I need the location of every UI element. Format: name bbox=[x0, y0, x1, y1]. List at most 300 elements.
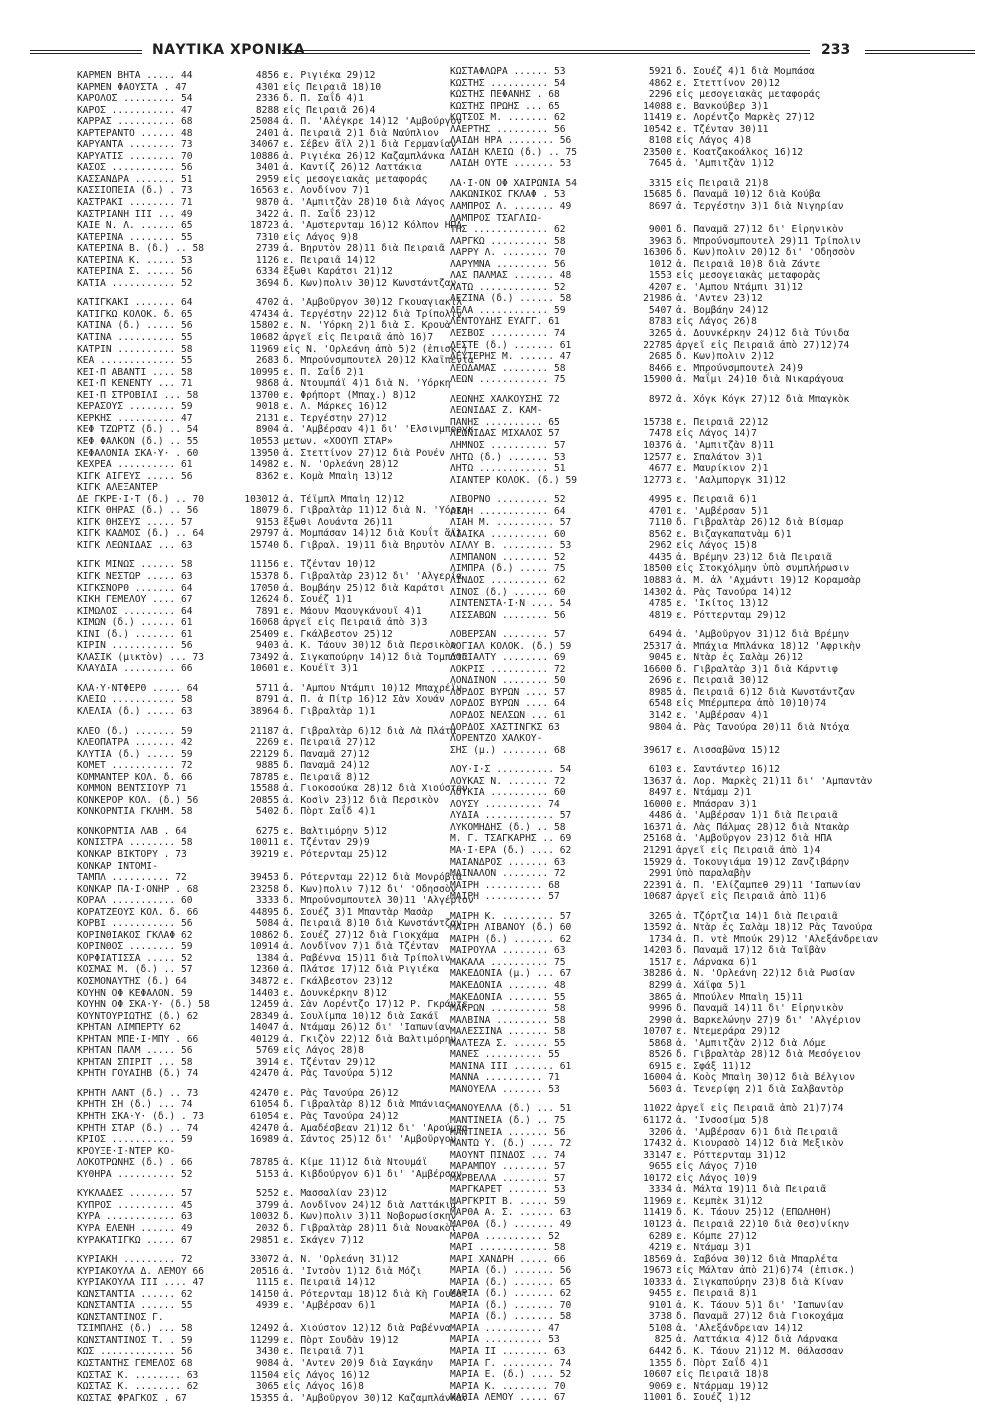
ship-tonnage: 34067 bbox=[250, 139, 279, 151]
ship-tonnage: 5711 bbox=[255, 682, 279, 694]
ship-name: ΜΑΝΤΙΝΕΙΑ ....... 56 bbox=[450, 1126, 566, 1138]
ship-tonnage: 34872 bbox=[250, 976, 279, 988]
ship-name: ΛΑΙΔΗ ΚΛΕΙΩ (δ.) .. 75 bbox=[450, 146, 578, 158]
ship-name: ΚΟΝΙΣΤΡΑ ........ 58 bbox=[77, 837, 193, 849]
ship-position: ἀ. Χόγκ Κόγκ 27)12 διὰ Μπαγκὸκ bbox=[676, 393, 850, 405]
ship-position: ε. Πειραιᾶ 14)12 bbox=[283, 254, 376, 266]
ship-entry bbox=[450, 787, 895, 799]
ship-position: ε. Πειραιᾶ 14)12 bbox=[283, 1277, 376, 1289]
ship-name: ΚΟΡΑΤΖΕΟΥΣ ΚΟΛ. δ. 66 bbox=[77, 906, 199, 918]
ship-position: ε. Πειραιᾶ 22)12 bbox=[676, 416, 769, 428]
ship-name: ΜΑΙΝΑΛΟΝ ........ 72 bbox=[450, 868, 566, 880]
ship-name: ΚΛΕΟΠΑΤΡΑ ....... 42 bbox=[77, 737, 193, 749]
ship-position: ἀργεῖ εἰς Πειραιᾶ ἀπὸ 11)6 bbox=[676, 891, 827, 903]
ship-tonnage: 16371 bbox=[643, 821, 672, 833]
ship-name: ΜΑΙΡΗ .......... 57 bbox=[450, 891, 560, 903]
ship-tonnage: 3799 bbox=[255, 1199, 279, 1211]
ship-tonnage: 6548 bbox=[648, 698, 672, 710]
ship-name: ΚΩΝΣΤΑΝΤΙΝΟΣ Γ. bbox=[77, 1311, 164, 1323]
ship-position: ἀ. Πειραιᾶ 10)8 διὰ Ζάντε bbox=[676, 258, 821, 270]
ship-name: ΚΙΓΚ ΝΕΣΤΩΡ ..... 63 bbox=[77, 570, 193, 582]
ship-entry bbox=[450, 1115, 895, 1127]
ship-position: ἀ. 'Αντεν 23)12 bbox=[676, 293, 763, 305]
ship-entry bbox=[450, 1277, 895, 1289]
ship-name: ΚΑΤΕΡΙΝΑ Σ. ..... 56 bbox=[77, 266, 193, 278]
ship-entry bbox=[450, 1072, 895, 1084]
ship-position: δ. Παναμᾶ 27)12 δι' Εἰρηνικὸν bbox=[676, 224, 844, 236]
ship-position: ε. Μπρούνσμπουτελ 24)9 bbox=[676, 362, 804, 374]
ship-position: δ. Παναμᾶ 10)12 διὰ Κούβα bbox=[676, 189, 821, 201]
ship-tonnage: 22785 bbox=[643, 339, 672, 351]
ship-name: ΚΥΡΑΚΑΤΙΓΚΩ ..... 67 bbox=[77, 1234, 193, 1246]
ship-tonnage: 38964 bbox=[250, 705, 279, 717]
ship-position: ἀ. Πειραιᾶ 22)10 διὰ Θεσ)νίκην bbox=[676, 1218, 850, 1230]
ship-position: ε. Κοατζακοάλκος 16)12 bbox=[676, 146, 804, 158]
ship-tonnage: 16068 bbox=[250, 617, 279, 629]
ship-name: ΜΑΡΑΜΠΟΥ ........ 57 bbox=[450, 1161, 566, 1173]
ship-entry bbox=[450, 629, 895, 641]
ship-position: ἀ. Σουλίμπα 10)12 διὰ Σακάϊ bbox=[283, 1010, 439, 1022]
ship-name: ΚΕΧΡΕΑ .......... 61 bbox=[77, 459, 193, 471]
ship-position: ἀ. Λὰς Πάλμας 28)12 διὰ Ντακὰρ bbox=[676, 821, 850, 833]
ship-tonnage: 6275 bbox=[255, 825, 279, 837]
ship-position: δ. Γιβραλτὰρ 26)12 διὰ Βίσμαρ bbox=[676, 517, 844, 529]
ship-entry bbox=[450, 587, 895, 599]
ship-tonnage: 8985 bbox=[648, 686, 672, 698]
ship-position: ἀ. Π. 'Ελίζαμπεθ 29)11 'Ιαπωνίαν bbox=[676, 879, 861, 891]
ship-name: ΛΟΚΡΙΣ .......... 72 bbox=[450, 663, 566, 675]
ship-tonnage: 14150 bbox=[250, 1288, 279, 1300]
ship-position: ἀ. Ριγιέκα 26)12 Καζαμπλάνκα bbox=[283, 150, 445, 162]
ship-name: ΚΡΗΤΗ ΓΟΥΑΙΗΒ (δ.) 74 bbox=[77, 1068, 199, 1080]
ship-name: ΜΑΡΙΑ .......... 53 bbox=[450, 1334, 560, 1346]
ship-entry bbox=[450, 776, 895, 788]
ship-name: ΛΟΡΕΝΤΖΟ ΧΑΛΚΟΥ- bbox=[450, 733, 543, 745]
ship-position: ἀ. 'Αμπιτζὰν 2)12 διὰ Λόμε bbox=[676, 1037, 827, 1049]
ship-position: ἀ. Σαβόνα 30)12 διὰ Μπαρλέτα bbox=[676, 1253, 838, 1265]
ship-name: ΚΥΡΙΑΚΟΥΛΑ Δ. ΛΕΜΟΥ 66 bbox=[77, 1265, 205, 1277]
ship-position: εἰς Στοκχόλμην ὑπὸ συμπλήρωσιν bbox=[676, 563, 850, 575]
ship-name: ΚΟΣΜΑΣ Μ. (δ.) .. 57 bbox=[77, 964, 193, 976]
ship-position: ε. Ν. 'Υόρκη 2)1 διὰ Σ. Κρουὰ bbox=[283, 320, 451, 332]
ship-position: δ. Μπρούνσμπουτελ 20)12 Κλαϊπέντα bbox=[283, 355, 474, 367]
ship-name: ΚΕΦ ΦΑΛΚΟΝ (δ.) .. 55 bbox=[77, 435, 199, 447]
ship-name: ΚΟΥΝΤΟΥΡΙΩΤΗΣ (δ.) 62 bbox=[77, 1010, 199, 1022]
ship-entry bbox=[450, 598, 895, 610]
ship-position: ἀ. Κ. Τάουν 30)12 διὰ Περσικὸν bbox=[283, 640, 457, 652]
ship-position: εἰς Λάγος 10)9 bbox=[676, 1172, 757, 1184]
ship-tonnage: 3963 bbox=[648, 235, 672, 247]
page-header bbox=[30, 42, 975, 66]
ship-position: ἀ. Μάλτα 19)11 διὰ Πειραιᾶ bbox=[676, 1184, 827, 1196]
ship-position: ἀ. Πειραιᾶ 6)12 διὰ Κωνστάντζαν bbox=[676, 686, 856, 698]
ship-position: ἀ. Κιβδούργον 6)1 δι' 'Αμβέρσαν bbox=[283, 1168, 463, 1180]
ship-tonnage: 11299 bbox=[250, 1334, 279, 1346]
ship-position: εἰς Λάγος 4)8 bbox=[676, 135, 752, 147]
ship-tonnage: 33072 bbox=[250, 1254, 279, 1266]
ship-entry bbox=[450, 1346, 895, 1358]
ship-name: ΚΙΓΚ ΚΑΔΜΟΣ (δ.) .. 64 bbox=[77, 528, 205, 540]
ship-tonnage: 14302 bbox=[643, 586, 672, 598]
ship-tonnage: 2685 bbox=[648, 351, 672, 363]
ship-position: ἀ. Λονδῖνον 7)1 διὰ Τζένταν bbox=[283, 941, 439, 953]
ship-tonnage: 12577 bbox=[643, 451, 672, 463]
ship-name: ΛΙΜΠΑΝΟΝ ........ 52 bbox=[450, 551, 566, 563]
ship-name: ΚΙΓΚ ΘΗΡΑΣ (δ.) .. 56 bbox=[77, 505, 199, 517]
ship-tonnage: 21187 bbox=[250, 725, 279, 737]
ship-position: ἀ. Βαρκελώνην 27)9 δι' 'Αλγέριον bbox=[676, 1014, 861, 1026]
ship-position: ἀ. Π. Σαΐδ 23)12 bbox=[283, 208, 376, 220]
ship-entry bbox=[450, 351, 895, 363]
ship-position: δ. Μπρούνσμπουτελ 30)11 'Αλγέριον bbox=[283, 895, 474, 907]
ship-tonnage: 19673 bbox=[643, 1265, 672, 1277]
ship-position: δ. Σουέζ 4)1 διὰ Μομπάσα bbox=[676, 66, 815, 77]
ship-tonnage: 14203 bbox=[643, 945, 672, 957]
ship-entry bbox=[450, 124, 895, 136]
ship-name: ΛΙΜΠΡΑ (δ.) ..... 75 bbox=[450, 563, 566, 575]
ship-tonnage: 6442 bbox=[648, 1345, 672, 1357]
ship-position: ε. Ρότερνταμ 25)12 bbox=[283, 849, 387, 860]
ship-tonnage: 13592 bbox=[643, 922, 672, 934]
ship-tonnage: 15929 bbox=[643, 856, 672, 868]
ship-tonnage: 61054 bbox=[250, 1099, 279, 1111]
ship-entry bbox=[450, 992, 895, 1004]
ship-position: εἰς μεσογειακὰς μεταφοράς bbox=[676, 89, 821, 101]
ship-entry bbox=[450, 822, 895, 834]
ship-tonnage: 13950 bbox=[250, 447, 279, 459]
ship-name: ΛΟΚΟΤΡΩΝΗΣ (δ.) . 66 bbox=[77, 1157, 193, 1169]
ship-entry bbox=[450, 922, 895, 934]
ship-position: ε. Μπάσραν 3)1 bbox=[676, 798, 757, 810]
ship-name: ΚΟΝΚΑΡ ΙΝΤΟΜΙ- bbox=[77, 860, 158, 872]
ship-name: ΜΑΚΡΩΝ .......... 58 bbox=[450, 1003, 566, 1015]
ship-tonnage: 3265 bbox=[648, 328, 672, 340]
ship-position: εἰς Λάγος 28)8 bbox=[283, 1045, 364, 1057]
ship-position: ἀργεῖ εἰς Πειραιᾶ ἀπὸ 1)4 bbox=[676, 845, 821, 856]
ship-name: ΚΩΣ ............. 56 bbox=[77, 1346, 193, 1358]
ship-entry bbox=[450, 1015, 895, 1027]
ship-entry bbox=[450, 652, 895, 664]
ship-tonnage: 1115 bbox=[255, 1277, 279, 1289]
ship-position: δ. Κων)πολιν 7)12 δι' 'Οδησσὸν bbox=[283, 883, 457, 895]
ship-entry bbox=[450, 374, 895, 386]
ship-entry bbox=[450, 1161, 895, 1173]
ship-entry bbox=[450, 610, 895, 622]
ship-tonnage: 8497 bbox=[648, 787, 672, 799]
ship-tonnage: 2739 bbox=[255, 243, 279, 255]
ship-tonnage: 11022 bbox=[643, 1103, 672, 1115]
ship-name: ΚΥΡΙΑΚΟΥΛΑ ΙΙΙ .... 47 bbox=[77, 1277, 205, 1289]
ship-entry bbox=[450, 710, 895, 722]
ship-tonnage: 7478 bbox=[648, 428, 672, 440]
ship-entry bbox=[450, 529, 895, 541]
ship-name: ΚΕΡΑΣΟΥΣ ........ 59 bbox=[77, 401, 193, 413]
ship-entry bbox=[450, 1254, 895, 1266]
ship-tonnage: 39219 bbox=[250, 849, 279, 860]
ship-position: δ. Γιβραλτὰρ 8)12 διὰ Μπάνιας bbox=[283, 1099, 451, 1111]
ship-name: ΚΥΚΛΑΔΕΣ ........ 57 bbox=[77, 1188, 193, 1200]
ship-entry bbox=[450, 417, 895, 429]
ship-tonnage: 13700 bbox=[250, 389, 279, 401]
ship-tonnage: 5153 bbox=[255, 1168, 279, 1180]
ship-tonnage: 1384 bbox=[255, 952, 279, 964]
ship-name: ΜΑΡΙΑ ΙΙ ........ 63 bbox=[450, 1345, 566, 1357]
ship-name: ΚΟΝΚΑΡ ΠΑ·Ι·ΟΝΗΡ . 68 bbox=[77, 883, 199, 895]
ship-position: ἀ. Δουνκέρκην 24)12 διὰ Τύνιδα bbox=[676, 328, 850, 340]
ship-tonnage: 28349 bbox=[250, 1010, 279, 1022]
ship-tonnage: 25084 bbox=[250, 116, 279, 128]
ship-position: ε. Κεμπὲκ 31)12 bbox=[676, 1195, 763, 1207]
ship-tonnage: 15685 bbox=[643, 189, 672, 201]
ship-name: ΜΑΡΙΑ (δ.) ....... 70 bbox=[450, 1299, 572, 1311]
ship-entry bbox=[450, 66, 895, 78]
ship-entry bbox=[450, 405, 895, 417]
ship-position: δ. Κων)πολιν 2)12 bbox=[676, 351, 775, 363]
ship-tonnage: 22129 bbox=[250, 748, 279, 760]
ship-tonnage: 12459 bbox=[250, 999, 279, 1011]
ship-position: εἰς Λάγος 14)7 bbox=[676, 428, 757, 440]
ship-tonnage: 3865 bbox=[648, 991, 672, 1003]
ship-entry bbox=[450, 101, 895, 113]
ship-name: ΚΩΣΤΗΣ .......... 54 bbox=[450, 77, 566, 89]
ship-name: ΚΑΤΙΓΚΑΚΙ ....... 64 bbox=[77, 297, 193, 309]
ship-position: ἀ. Π. ντὲ Μπούκ 29)12 'Αλεξάνδρειαν bbox=[676, 933, 879, 945]
ship-position: ἀ. Χάϊφα 5)1 bbox=[676, 980, 746, 992]
ship-position: ἀ. 'Αμβέρσαν 4)1 δι' 'Ελσινμποργκ bbox=[283, 424, 474, 436]
ship-tonnage: 10707 bbox=[643, 1026, 672, 1038]
ship-position: ἀ. Μ. ἀλ 'Αχμάντι 19)12 Κοραμσὰρ bbox=[676, 574, 861, 586]
ship-name: ΚΑΣΣΑΝΔΡΑ ....... 51 bbox=[77, 173, 193, 185]
ship-name: ΜΑΡΙΑ Ε. (δ.) .... 52 bbox=[450, 1369, 572, 1381]
ship-tonnage: 15802 bbox=[250, 320, 279, 332]
ship-position: δ. Ρότερνταμ 22)12 διὰ Μονρόβια bbox=[283, 872, 463, 884]
ship-name: ΛΟΥΚΑΣ Ν. ....... 72 bbox=[450, 775, 566, 787]
ship-name: ΚΙΓΚ ΑΙΓΕΥΣ ..... 56 bbox=[77, 470, 193, 482]
ship-entry bbox=[450, 552, 895, 564]
ship-entry bbox=[450, 957, 895, 969]
ship-position: ἀ. Βρέμην 23)12 διὰ Πειραιᾶ bbox=[676, 551, 832, 563]
ship-position: ἀ. Τεργέστην 22)12 διὰ Τρίπολιν bbox=[283, 308, 463, 320]
ship-position: ε. Τζένταν 29)12 bbox=[283, 1056, 376, 1068]
ship-name: ΚΙΓΚ ΜΙΝΩΣ ...... 58 bbox=[77, 559, 193, 571]
ship-position: ἀ. Τενερίφη 2)1 διὰ Σαλβαντὸρ bbox=[676, 1083, 844, 1095]
ship-tonnage: 1355 bbox=[648, 1357, 672, 1369]
ship-name: ΚΥΡΙΑΚΗ ......... 72 bbox=[77, 1254, 193, 1266]
ship-name: ΜΑΡΙΑ (δ.) ....... 58 bbox=[450, 1311, 572, 1323]
ship-tonnage: 61172 bbox=[643, 1115, 672, 1127]
ship-name: ΜΑΚΕΔΟΝΙΑ (μ.) ... 67 bbox=[450, 968, 572, 980]
ship-position: ἀ. 'Ιντσὸν 1)12 διὰ Μόζι bbox=[283, 1265, 422, 1277]
ship-tonnage: 14982 bbox=[250, 459, 279, 471]
ship-name: ΚΙΜΩΛΟΣ ......... 64 bbox=[77, 605, 193, 617]
ship-tonnage: 11419 bbox=[643, 1207, 672, 1219]
ship-position: ἀ. Σιγκαπούρην 23)8 διὰ Κίναν bbox=[676, 1276, 844, 1288]
ship-tonnage: 2696 bbox=[648, 675, 672, 687]
ship-entry bbox=[450, 394, 895, 406]
ship-entry bbox=[450, 1392, 895, 1404]
ship-position: δ. Γιβραλτὰρ 1)1 bbox=[283, 705, 376, 717]
ship-name: ΛΟΡΔΟΣ ΧΑΣΤΙΝΓΚΣ 63 bbox=[450, 721, 560, 733]
ship-entry bbox=[450, 259, 895, 271]
ship-position: ε. Ρόττερνταμ 31)12 bbox=[676, 1149, 786, 1161]
ship-entry bbox=[450, 1196, 895, 1208]
ship-entry bbox=[450, 1061, 895, 1073]
ship-position: ε. Κομὰ Μπαὶη 13)12 bbox=[283, 470, 393, 482]
ship-tonnage: 3738 bbox=[648, 1311, 672, 1323]
ship-entry bbox=[450, 340, 895, 352]
ship-position: ἀ. Ρὰς Τανούρα 5)12 bbox=[283, 1068, 393, 1080]
ship-position: ε. Τζένταν 30)11 bbox=[676, 123, 769, 135]
ship-tonnage: 9655 bbox=[648, 1161, 672, 1173]
ship-position: εἰς Λάγος 7)10 bbox=[676, 1161, 757, 1173]
ship-position: ε. Λάρνακα 6)1 bbox=[676, 956, 757, 968]
ship-name: ΚΟΜΜΑΝΤΕΡ ΚΟΛ. δ. 66 bbox=[77, 771, 193, 783]
ship-tonnage: 16600 bbox=[643, 663, 672, 675]
ship-entry bbox=[450, 733, 895, 745]
ship-entry bbox=[450, 891, 895, 903]
ship-name: ΛΑΡΓΚΩ .......... 58 bbox=[450, 235, 566, 247]
ship-tonnage: 44895 bbox=[250, 906, 279, 918]
ship-position: ε. Γκάλβεστον 23)12 bbox=[283, 976, 393, 988]
ship-position: ἀ. Ντάμαμ 26)12 δι' 'Ιαπωνίαν bbox=[283, 1022, 451, 1034]
ship-position: δ. Γιβραλτὰρ 23)12 δι' 'Αλγερία bbox=[283, 570, 463, 582]
ship-name: ΚΟΡΙΝΘΙΑΚΟΣ ΓΚΛΑΦ 62 bbox=[77, 929, 193, 941]
ship-position: ἀ. Κιουρασὸ 14)12 διὰ Μεξικὸν bbox=[676, 1138, 844, 1150]
ship-position: ἀ. Λαττάκια 4)12 διὰ Λάρνακα bbox=[676, 1334, 838, 1346]
ship-tonnage: 2296 bbox=[648, 89, 672, 101]
ship-tonnage: 103012 bbox=[244, 493, 279, 505]
ship-tonnage: 1126 bbox=[255, 254, 279, 266]
ship-tonnage: 5921 bbox=[648, 66, 672, 77]
ship-entry bbox=[450, 78, 895, 90]
ship-position: ε. Τεργέστην 27)12 bbox=[283, 412, 387, 424]
ship-name: ΜΑΡΓΚΑΡΕΤ ....... 53 bbox=[450, 1184, 566, 1196]
ship-name: ΚΩΣΤΑΦΛΩΡΑ ...... 53 bbox=[450, 66, 566, 77]
ship-name: ΚΡΙΟΣ ........... 59 bbox=[77, 1134, 193, 1146]
ship-name: ΚΑΣΤΡΙΑΝΗ ΙΙΙ ... 49 bbox=[77, 208, 193, 220]
ship-name: ΛΙΝΔΟΣ .......... 62 bbox=[450, 574, 566, 586]
ship-tonnage: 16563 bbox=[250, 185, 279, 197]
ship-position: ἀ. Ντουμπάϊ 4)1 διὰ Ν. 'Υόρκη bbox=[283, 378, 451, 390]
ship-tonnage: 3142 bbox=[648, 709, 672, 721]
header-rule-right bbox=[865, 50, 975, 54]
ship-name: ΜΑΡΙΑ Κ. ........ 70 bbox=[450, 1380, 566, 1392]
ship-name: ΛΙΛΛΥ Β. ......... 53 bbox=[450, 540, 572, 552]
ship-tonnage: 10553 bbox=[250, 435, 279, 447]
ship-entry bbox=[450, 1049, 895, 1061]
ship-name: ΛΟΓΙΑΛΤΥ ........ 69 bbox=[450, 652, 566, 664]
ship-tonnage: 3206 bbox=[648, 1126, 672, 1138]
ship-entry bbox=[450, 1207, 895, 1219]
ship-name: ΜΑΙΡΟΥΛΑ ........ 63 bbox=[450, 945, 566, 957]
ship-name: ΠΑΝΗΣ .......... 65 bbox=[450, 416, 560, 428]
ship-name: ΛΟΝΔΙΝΟΝ ........ 50 bbox=[450, 675, 566, 687]
ship-name: ΜΑΚΕΔΟΝΙΑ ....... 48 bbox=[450, 980, 566, 992]
ship-position: εἰς Λάγος 26)8 bbox=[676, 316, 757, 328]
ship-position: δ. Μπρούνσμπουτελ 29)11 Τρίπολιν bbox=[676, 235, 861, 247]
ship-position: ἀ. 'Αμβοῦργον 30)12 Καζαμπλάνκαν bbox=[283, 1392, 468, 1404]
ship-name: ΜΑΡΘΑ Α. Σ. ...... 63 bbox=[450, 1207, 572, 1219]
ship-entry bbox=[450, 1026, 895, 1038]
ship-entry bbox=[450, 698, 895, 710]
ship-tonnage: 3422 bbox=[255, 208, 279, 220]
ship-name: ΜΑΡΙΑ (δ.) ....... 56 bbox=[450, 1265, 572, 1277]
ship-position: δ. Κ. Τάουν 25)12 (ΕΠΩΛΗΘΗ) bbox=[676, 1207, 832, 1219]
ship-position: ε. Π. Σαΐδ 2)1 bbox=[283, 366, 364, 378]
ship-name: ΚΛΕΟ (δ.) ....... 59 bbox=[77, 725, 193, 737]
ship-name: ΚΩΣΤΑΣ Κ. ........ 63 bbox=[77, 1369, 199, 1381]
ship-entry bbox=[450, 1334, 895, 1346]
ship-name: ΚΩΣΤΑΣ Κ. ........ 62 bbox=[77, 1381, 199, 1393]
ship-position: δ. Παναμᾶ 17)12 διὰ Ταϊβὰν bbox=[676, 945, 827, 957]
ship-position: εἰς Μπέρμπερα ἀπὸ 10)10)74 bbox=[676, 698, 827, 710]
ship-entry bbox=[450, 1242, 895, 1254]
section-gap bbox=[450, 386, 895, 394]
ship-name: ΜΑ·Ι·ΕΡΑ (δ.) .... 62 bbox=[450, 845, 572, 856]
ship-name: ΜΑΚΑΛΑ .......... 75 bbox=[450, 956, 566, 968]
ship-position: ε. Σκάγεν 7)12 bbox=[283, 1234, 364, 1246]
ship-name: ΚΥΘΗΡΑ .......... 52 bbox=[77, 1168, 193, 1180]
ship-position: ἀ. Π. 'Αλέγκρε 14)12 'Αμβούργον bbox=[283, 116, 463, 128]
ship-tonnage: 6103 bbox=[648, 764, 672, 776]
ship-position: δ. Κ. Τάουν 21)12 Μ. Θάλασσαν bbox=[676, 1345, 844, 1357]
ship-position: ε. Πὸρτ Σουδὰν 19)12 bbox=[283, 1334, 399, 1346]
ship-entry bbox=[450, 305, 895, 317]
ship-name: ΚΙΓΚ ΑΛΕΞΑΝΤΕΡ bbox=[77, 482, 158, 494]
ship-name: ΛΟΡΔΟΣ ΒΥΡΩΝ .... 57 bbox=[450, 686, 566, 698]
ship-name: ΚΡΗΤΑΝ ΣΠΙΡΙΤ ... 58 bbox=[77, 1056, 193, 1068]
ship-tonnage: 6334 bbox=[255, 266, 279, 278]
ship-position: ε. Πειραιᾶ 8)12 bbox=[283, 771, 370, 783]
ship-name: ΚΟΡΑΛ ........... 60 bbox=[77, 895, 193, 907]
ship-position: ἀ. 'Αμπιτζὰν 28)10 διὰ Λάγος bbox=[283, 197, 445, 209]
ship-position: ε. Τζένταν 10)12 bbox=[283, 559, 376, 571]
ship-tonnage: 7110 bbox=[648, 517, 672, 529]
ship-name: ΚΙΓΚΣΝΟΡΘ ....... 64 bbox=[77, 582, 193, 594]
ship-tonnage: 39617 bbox=[643, 744, 672, 756]
ship-tonnage: 25409 bbox=[250, 628, 279, 640]
ship-name: ΜΑΝΕΣ .......... 55 bbox=[450, 1049, 560, 1061]
ship-name: ΛΕΛΑ ............ 59 bbox=[450, 304, 566, 316]
ship-position: ε. Μαυρίκιον 2)1 bbox=[676, 463, 769, 475]
ship-position: ἀ. Τζόρτζια 14)1 διὰ Πειραιᾶ bbox=[676, 910, 838, 922]
ship-entry bbox=[450, 224, 895, 236]
ship-name: ΛΑΕΡΤΗΣ ......... 56 bbox=[450, 123, 566, 135]
ship-name: ΚΡΟΥΞΕ·Ι·ΝΤΕΡ ΚΟ- bbox=[77, 1145, 176, 1157]
ship-position: μετων. «ΧΟΟΥΠ ΣΤΑΡ» bbox=[283, 435, 393, 447]
ship-position: ἀ. Κοσὶν 23)12 διὰ Περσικὸν bbox=[283, 794, 439, 806]
ship-tonnage: 10607 bbox=[643, 1369, 672, 1381]
ship-entry bbox=[450, 1288, 895, 1300]
ship-position: εἰς Ν. 'Ορλεάνη ἀπὸ 5)2 (ἐπισκ.) bbox=[283, 343, 468, 355]
header-rule-middle bbox=[282, 50, 810, 54]
ship-tonnage: 5402 bbox=[255, 806, 279, 818]
ship-position: δ. Πὸρτ Σαΐδ 4)1 bbox=[676, 1357, 769, 1369]
ship-name: ΚΙΜΩΝ (δ.) ...... 61 bbox=[77, 617, 193, 629]
ship-name: ΚΡΗΤΑΝ ΠΑΛΜ ..... 56 bbox=[77, 1045, 193, 1057]
ship-position: ἀ. Σάντος 25)12 δι' 'Αμβοῦργον bbox=[283, 1134, 457, 1146]
ship-name: ΜΑΙΡΗ (δ.) ....... 62 bbox=[450, 933, 572, 945]
ship-tonnage: 25168 bbox=[643, 833, 672, 845]
ship-name: ΛΕΩΝΙΔΑΣ Ζ. ΚΑΜ- bbox=[450, 405, 543, 417]
ship-entry bbox=[450, 316, 895, 328]
ship-name: ΚΑΡΜΕΝ ΒΗΤΑ ..... 44 bbox=[77, 70, 193, 81]
ship-name: ΚΑΤΙΓΚΩ ΚΟΛΟΚ. δ. 65 bbox=[77, 308, 193, 320]
ship-name: ΚΑΣΤΡΑΚΙ ........ 71 bbox=[77, 197, 193, 209]
ship-tonnage: 3333 bbox=[255, 895, 279, 907]
ship-entry bbox=[450, 845, 895, 857]
ship-name: ΜΑΝΝΑ .......... 71 bbox=[450, 1072, 560, 1084]
